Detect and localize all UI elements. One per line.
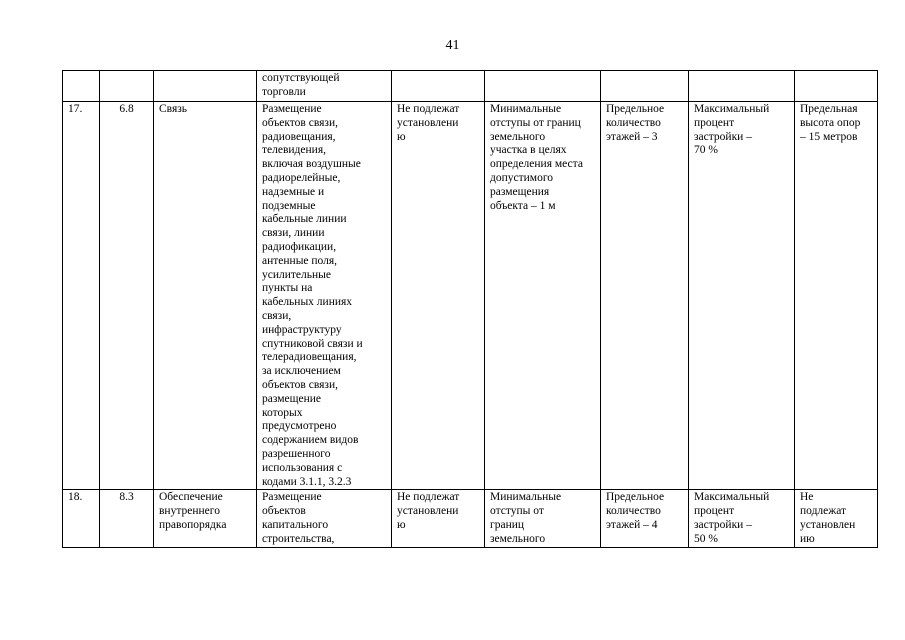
cell-height	[795, 71, 878, 102]
table-row	[63, 71, 878, 102]
cell-name: Обеспечение внутреннего правопорядка	[154, 490, 257, 547]
cell-code: 8.3	[100, 490, 154, 547]
cell-description: Размещение объектов капитального строительства,	[257, 490, 392, 547]
cell-floors	[601, 71, 689, 102]
cell-floors: Предельное количество этажей – 3	[601, 102, 689, 490]
cell-coverage: Максимальный процент застройки – 50 %	[689, 490, 795, 547]
cell-description: сопутствующей торговли	[257, 71, 392, 102]
cell-num: 18.	[63, 490, 100, 547]
cell-name	[154, 71, 257, 102]
land-use-table	[62, 70, 878, 548]
cell-code	[100, 71, 154, 102]
cell-num: 17.	[63, 102, 100, 490]
cell-coverage: Максимальный процент застройки – 70 %	[689, 102, 795, 490]
cell-limits	[392, 71, 485, 102]
cell-height: Не подлежат установлен ию	[795, 490, 878, 547]
cell-coverage	[689, 71, 795, 102]
cell-code: 6.8	[100, 102, 154, 490]
cell-height: Предельная высота опор – 15 метров	[795, 102, 878, 490]
cell-limits: Не подлежат установлени ю	[392, 490, 485, 547]
cell-limits: Не подлежат установлени ю	[392, 102, 485, 490]
cell-setbacks: Минимальные отступы от границ земельного участка в целях определения места допустимого размещения объекта – 1 м	[485, 102, 601, 490]
cell-setbacks: Минимальные отступы от границ земельного	[485, 490, 601, 547]
table-row	[63, 490, 878, 547]
cell-num	[63, 71, 100, 102]
page-number: 41	[445, 38, 460, 53]
cell-setbacks	[485, 71, 601, 102]
table-row	[63, 102, 878, 490]
cell-name: Связь	[154, 102, 257, 490]
cell-description: Размещение объектов связи, радиовещания, телевидения, включая воздушные радиорелейные, надземные и подземные кабельные линии связи, линии радиофикации, антенные поля, усилительные пункты на кабельных линиях связи, инфраструктуру спутниковой связи и телерадиовещания, за исключением объектов связи, размещение которых предусмотрено содержанием видов разрешенного использования с кодами 3.1.1, 3.2.3	[257, 102, 392, 490]
cell-floors: Предельное количество этажей – 4	[601, 490, 689, 547]
